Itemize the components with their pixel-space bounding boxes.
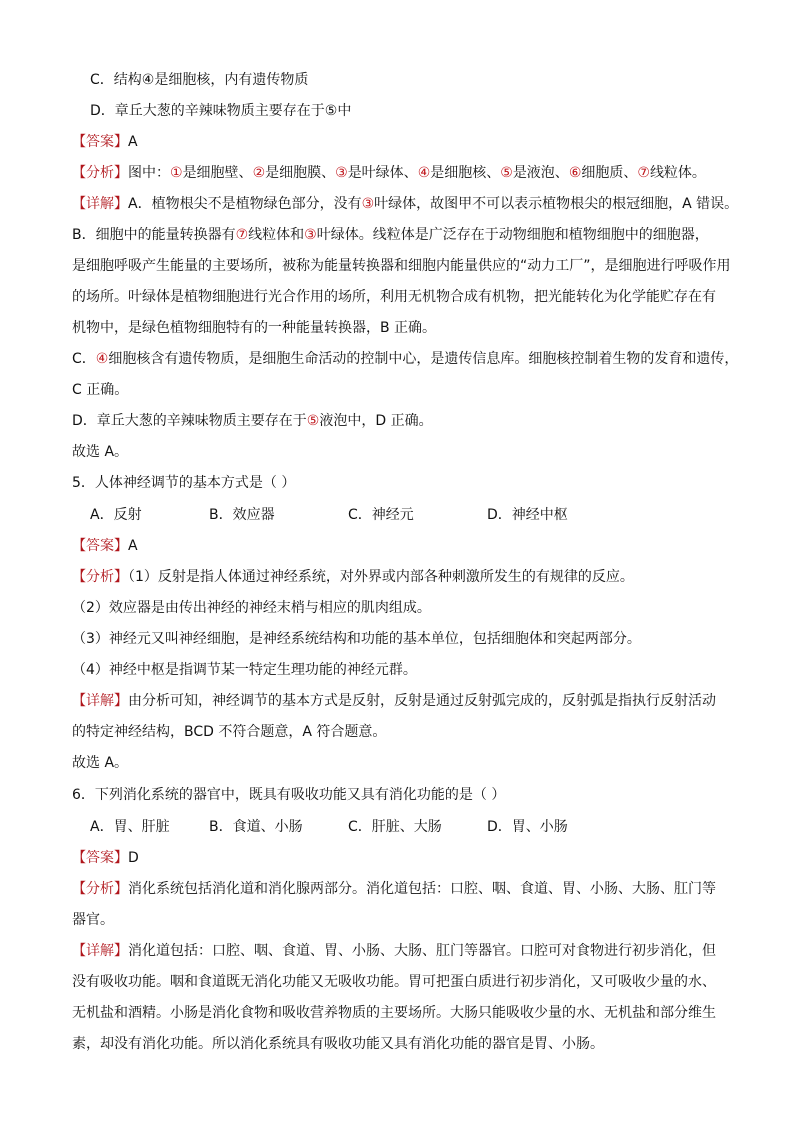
q4-detail-b-line1 bbox=[72, 225, 709, 245]
answer-tag: 【答案】 bbox=[72, 538, 128, 554]
number-marker: ③ bbox=[304, 227, 317, 243]
q6-detail-3: 无机盐和酒精。小肠是消化食物和吸收营养物质的主要场所。大肠只能吸收少量的水、无机盐和部分维生 bbox=[72, 1005, 716, 1021]
q5-option-d: D．神经中枢 bbox=[487, 507, 568, 523]
number-marker: ⑦ bbox=[235, 227, 249, 243]
answer-value: A bbox=[128, 538, 138, 554]
q4-detail-c-line1 bbox=[72, 349, 738, 369]
q4-option-c: C．结构④是细胞核，内有遗传物质 bbox=[90, 72, 309, 88]
number-marker: ⑤ bbox=[500, 165, 513, 181]
text: 是液泡、 bbox=[512, 165, 569, 181]
q6-answer bbox=[72, 848, 139, 868]
q4-detail-d bbox=[72, 411, 433, 431]
text: B．细胞中的能量转换器有 bbox=[72, 227, 236, 243]
q4-option-d: D．章丘大葱的辛辣味物质主要存在于⑤中 bbox=[90, 103, 352, 119]
q4-detail-c-line2: C 正确。 bbox=[72, 382, 129, 398]
analysis-tag: 【分析】 bbox=[72, 569, 128, 585]
q5-option-c: C．神经元 bbox=[348, 507, 414, 523]
q4-detail-b-line3: 的场所。叶绿体是植物细胞进行光合作用的场所，利用无机物合成有机物，把光能转化为化学能贮存在有 bbox=[72, 289, 716, 305]
number-marker: ④ bbox=[95, 351, 109, 367]
q6-option-b: B．食道、小肠 bbox=[209, 819, 303, 835]
number-marker: ③ bbox=[361, 196, 375, 212]
q6-stem: 6．下列消化系统的器官中，既具有吸收功能又具有消化功能的是（ ） bbox=[72, 787, 506, 803]
q6-detail-4: 素，却没有消化功能。所以消化系统具有吸收功能又具有消化功能的器官是胃、小肠。 bbox=[72, 1036, 604, 1052]
q4-detail-a bbox=[72, 194, 738, 214]
q6-detail-1 bbox=[72, 941, 716, 961]
answer-tag: 【答案】 bbox=[72, 134, 128, 150]
q4-answer bbox=[72, 132, 138, 152]
text: 是细胞核、 bbox=[430, 165, 501, 181]
q6-option-d: D．胃、小肠 bbox=[487, 819, 568, 835]
number-marker: ③ bbox=[335, 165, 348, 181]
text: 线粒体。 bbox=[649, 165, 706, 181]
text: 液泡中，D 正确。 bbox=[319, 413, 433, 429]
q6-detail-2: 没有吸收功能。咽和食道既无消化功能又无吸收功能。胃可把蛋白质进行初步消化，又可吸收少量的水、 bbox=[72, 974, 716, 990]
q5-analysis-3: （3）神经元又叫神经细胞，是神经系统结构和功能的基本单位，包括细胞体和突起两部分。 bbox=[72, 631, 641, 647]
number-marker: ① bbox=[170, 165, 183, 181]
text: A．植物根尖不是植物绿色部分，没有 bbox=[128, 196, 362, 212]
q5-stem: 5．人体神经调节的基本方式是（ ） bbox=[72, 475, 296, 491]
text: （1）反射是指人体通过神经系统，对外界或内部各种刺激所发生的有规律的反应。 bbox=[128, 569, 634, 585]
answer-tag: 【答案】 bbox=[72, 850, 128, 866]
q5-conclusion: 故选 A。 bbox=[72, 755, 129, 771]
q5-detail-1 bbox=[72, 691, 716, 711]
text: 叶绿体，故图甲不可以表示植物根尖的根冠细胞，A 错误。 bbox=[374, 196, 739, 212]
text: 叶绿体。线粒体是广泛存在于动物细胞和植物细胞中的细胞器， bbox=[316, 227, 709, 243]
analysis-tag: 【分析】 bbox=[72, 881, 128, 897]
q4-detail-b-line2: 是细胞呼吸产生能量的主要场所，被称为能量转换器和细胞内能量供应的“动力工厂”，是细胞进行呼吸作用 bbox=[72, 258, 731, 274]
number-marker: ⑤ bbox=[306, 413, 320, 429]
number-marker: ⑦ bbox=[637, 165, 650, 181]
text: 消化系统包括消化道和消化腺两部分。消化道包括：口腔、咽、食道、胃、小肠、大肠、肛门等 bbox=[128, 881, 716, 897]
q5-answer bbox=[72, 536, 138, 556]
text: 由分析可知，神经调节的基本方式是反射，反射是通过反射弧完成的，反射弧是指执行反射活动 bbox=[128, 693, 716, 709]
number-marker: ⑥ bbox=[568, 165, 582, 181]
text: 细胞质、 bbox=[581, 165, 638, 181]
text: 线粒体和 bbox=[248, 227, 305, 243]
q6-option-a: A．胃、肝脏 bbox=[90, 819, 170, 835]
answer-value: D bbox=[128, 850, 139, 866]
q4-conclusion: 故选 A。 bbox=[72, 444, 129, 460]
detail-tag: 【详解】 bbox=[72, 196, 128, 212]
q5-option-a: A．反射 bbox=[90, 507, 142, 523]
text: 是叶绿体、 bbox=[347, 165, 418, 181]
text: C． bbox=[72, 351, 96, 367]
text: 是细胞壁、 bbox=[182, 165, 253, 181]
text: 细胞核含有遗传物质，是细胞生命活动的控制中心，是遗传信息库。细胞核控制着生物的发育和遗传， bbox=[108, 351, 739, 367]
answer-value: A bbox=[128, 134, 138, 150]
q6-analysis-2: 器官。 bbox=[72, 912, 114, 928]
q4-analysis bbox=[72, 163, 706, 183]
q5-option-b: B．效应器 bbox=[209, 507, 275, 523]
q5-detail-2: 的特定神经结构，BCD 不符合题意，A 符合题意。 bbox=[72, 724, 387, 740]
q6-analysis-1 bbox=[72, 879, 716, 899]
q5-analysis-1 bbox=[72, 567, 634, 587]
number-marker: ④ bbox=[417, 165, 431, 181]
detail-tag: 【详解】 bbox=[72, 943, 128, 959]
q5-analysis-2: （2）效应器是由传出神经的神经末梢与相应的肌肉组成。 bbox=[72, 600, 431, 616]
text: 是细胞膜、 bbox=[265, 165, 336, 181]
text: 图中： bbox=[128, 165, 170, 181]
detail-tag: 【详解】 bbox=[72, 693, 128, 709]
text: D．章丘大葱的辛辣味物质主要存在于 bbox=[72, 413, 307, 429]
text: 消化道包括：口腔、咽、食道、胃、小肠、大肠、肛门等器官。口腔可对食物进行初步消化，但 bbox=[128, 943, 716, 959]
q4-detail-b-line4: 机物中，是绿色植物细胞特有的一种能量转换器，B 正确。 bbox=[72, 320, 437, 336]
analysis-tag: 【分析】 bbox=[72, 165, 128, 181]
q6-option-c: C．肝脏、大肠 bbox=[348, 819, 442, 835]
q5-analysis-4: （4）神经中枢是指调节某一特定生理功能的神经元群。 bbox=[72, 662, 417, 678]
number-marker: ② bbox=[252, 165, 266, 181]
